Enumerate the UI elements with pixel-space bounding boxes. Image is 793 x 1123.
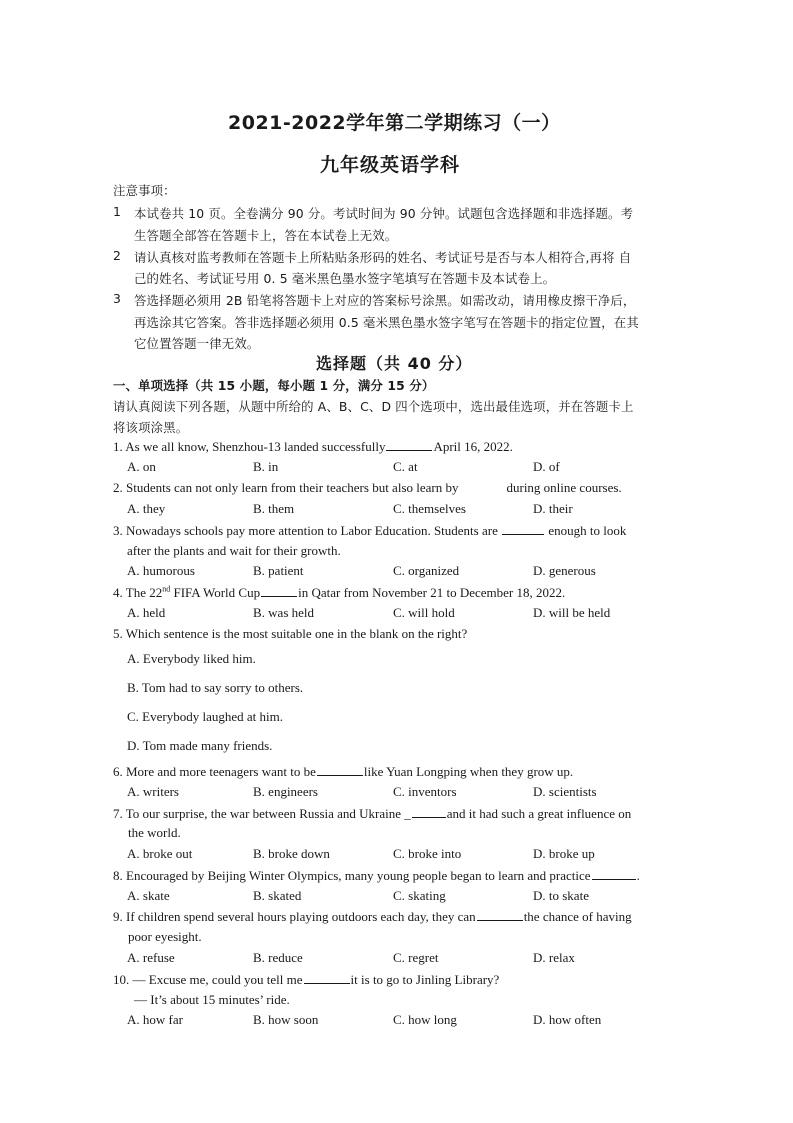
answer-blank bbox=[477, 908, 523, 921]
note-number-2: 2 bbox=[113, 248, 122, 263]
q4-option-a: A. held bbox=[127, 605, 166, 620]
question-9-stem: 9. If children spend several hours playing outdoors each day, they can bbox=[113, 909, 476, 924]
q10-option-a: A. how far bbox=[127, 1012, 183, 1027]
note-number-3: 3 bbox=[113, 291, 122, 306]
section-title: 选择题（共 40 分） bbox=[316, 354, 473, 373]
q2-option-b: B. them bbox=[253, 501, 295, 516]
question-7-line-2: the world. bbox=[128, 825, 181, 840]
question-8-stem-end: . bbox=[636, 868, 640, 883]
q9-option-d: D. relax bbox=[533, 950, 575, 965]
q1-option-c: C. at bbox=[393, 459, 418, 474]
question-10 bbox=[113, 971, 499, 988]
q1-option-b: B. in bbox=[253, 459, 279, 474]
question-2 bbox=[113, 480, 622, 496]
q6-option-c: C. inventors bbox=[393, 784, 457, 799]
question-9 bbox=[113, 908, 632, 925]
question-6-stem-end: like Yuan Longping when they grow up. bbox=[363, 764, 574, 779]
q5-option-a: A. Everybody liked him. bbox=[127, 651, 256, 666]
page-subtitle: 九年级英语学科 bbox=[320, 154, 461, 176]
question-3-stem-end: enough to look bbox=[545, 523, 627, 538]
q8-option-d: D. to skate bbox=[533, 888, 589, 903]
note-1-line-2: 生答题全部答在答题卡上，答在本试卷上无效。 bbox=[134, 228, 398, 243]
note-3-line-1: 答选择题必须用 2B 铅笔将答题卡上对应的答案标号涂黑。如需改动，请用橡皮擦干净后， bbox=[134, 293, 636, 308]
q2-option-d: D. their bbox=[533, 501, 573, 516]
q5-option-c: C. Everybody laughed at him. bbox=[127, 709, 283, 724]
q3-option-b: B. patient bbox=[253, 563, 304, 578]
q8-option-a: A. skate bbox=[127, 888, 170, 903]
answer-blank bbox=[412, 805, 446, 818]
q6-option-d: D. scientists bbox=[533, 784, 597, 799]
q9-option-a: A. refuse bbox=[127, 950, 175, 965]
q6-option-b: B. engineers bbox=[253, 784, 318, 799]
q3-option-a: A. humorous bbox=[127, 563, 195, 578]
question-6-stem: 6. More and more teenagers want to be bbox=[113, 764, 316, 779]
q4-option-c: C. will hold bbox=[393, 605, 455, 620]
q1-option-a: A. on bbox=[127, 459, 156, 474]
question-1-stem: 1. As we all know, Shenzhou-13 landed successfully bbox=[113, 439, 386, 454]
q5-option-b: B. Tom had to say sorry to others. bbox=[127, 680, 304, 695]
answer-blank bbox=[386, 438, 432, 451]
q10-option-b: B. how soon bbox=[253, 1012, 319, 1027]
q10-option-c: C. how long bbox=[393, 1012, 457, 1027]
instruction-line-2: 将该项涂黑。 bbox=[113, 420, 189, 435]
question-4 bbox=[113, 584, 565, 601]
q4-option-d: D. will be held bbox=[533, 605, 611, 620]
q7-option-a: A. broke out bbox=[127, 846, 193, 861]
q4-option-b: B. was held bbox=[253, 605, 315, 620]
question-8 bbox=[113, 867, 640, 884]
q1-option-d: D. of bbox=[533, 459, 560, 474]
question-9-line-2: poor eyesight. bbox=[128, 929, 202, 944]
question-8-stem: 8. Encouraged by Beijing Winter Olympics, many young people began to learn and practice bbox=[113, 868, 591, 883]
part-heading: 一、单项选择（共 15 小题，每小题 1 分，满分 15 分） bbox=[113, 378, 435, 393]
page-title: 2021-2022学年第二学期练习（一） bbox=[228, 112, 561, 134]
question-7-stem: 7. To our surprise, the war between Russia and Ukraine _ bbox=[113, 806, 411, 821]
answer-blank bbox=[261, 584, 297, 597]
q2-option-a: A. they bbox=[127, 501, 166, 516]
note-1-line-1: 本试卷共 10 页。全卷满分 90 分。考试时间为 90 分钟。试题包含选择题和非选择题。考 bbox=[134, 206, 634, 221]
question-4-stem-mid: FIFA World Cup bbox=[170, 585, 261, 600]
q7-option-b: B. broke down bbox=[253, 846, 330, 861]
question-10-stem-end: it is to go to Jinling Library? bbox=[350, 972, 500, 987]
q2-option-c: C. themselves bbox=[393, 501, 466, 516]
question-2-stem: 2. Students can not only learn from their teachers but also learn by bbox=[113, 480, 459, 495]
note-number-1: 1 bbox=[113, 204, 122, 219]
q6-option-a: A. writers bbox=[127, 784, 179, 799]
q7-option-d: D. broke up bbox=[533, 846, 595, 861]
q9-option-c: C. regret bbox=[393, 950, 439, 965]
answer-blank bbox=[502, 522, 544, 535]
question-3 bbox=[113, 522, 626, 539]
note-3-line-3: 它位置答题一律无效。 bbox=[134, 336, 260, 351]
q5-option-d: D. Tom made many friends. bbox=[127, 738, 273, 753]
question-3-stem: 3. Nowadays schools pay more attention to Labor Education. Students are bbox=[113, 523, 502, 538]
q3-option-c: C. organized bbox=[393, 563, 460, 578]
q10-option-d: D. how often bbox=[533, 1012, 602, 1027]
note-3-line-2: 再选涂其它答案。答非选择题必须用 0.5 毫米黑色墨水签字笔写在答题卡的指定位置，在其 bbox=[134, 315, 639, 330]
q3-option-d: D. generous bbox=[533, 563, 596, 578]
question-1 bbox=[113, 438, 513, 455]
q9-option-b: B. reduce bbox=[253, 950, 303, 965]
notes-heading: 注意事项： bbox=[113, 183, 176, 198]
answer-blank bbox=[304, 971, 350, 984]
q7-option-c: C. broke into bbox=[393, 846, 462, 861]
note-2-line-1: 请认真核对监考教师在答题卡上所粘贴条形码的姓名、考试证号是否与本人相符合,再将 自 bbox=[134, 250, 632, 265]
ordinal-suffix: nd bbox=[162, 584, 171, 594]
question-6 bbox=[113, 763, 573, 780]
question-5-stem: 5. Which sentence is the most suitable one in the blank on the right? bbox=[113, 626, 468, 641]
question-10-stem: 10. — Excuse me, could you tell me bbox=[113, 972, 303, 987]
q8-option-c: C. skating bbox=[393, 888, 446, 903]
instruction-line-1: 请认真阅读下列各题，从题中所给的 A、B、C、D 四个选项中，选出最佳选项，并在答题卡上 bbox=[113, 399, 634, 414]
question-3-line-2: after the plants and wait for their growth. bbox=[127, 543, 341, 558]
question-1-stem-end: April 16, 2022. bbox=[433, 439, 513, 454]
question-2-stem-end: during online courses. bbox=[506, 480, 622, 495]
question-4-stem-end: in Qatar from November 21 to December 18, 2022. bbox=[298, 585, 566, 600]
answer-blank bbox=[317, 763, 363, 776]
question-10-line-2: — It’s about 15 minutes’ ride. bbox=[134, 992, 290, 1007]
q8-option-b: B. skated bbox=[253, 888, 302, 903]
answer-blank bbox=[592, 867, 636, 880]
question-7-stem-end: and it had such a great influence on bbox=[446, 806, 632, 821]
note-2-line-2: 己的姓名、考试证号用 0. 5 毫米黑色墨水签字笔填写在答题卡及本试卷上。 bbox=[134, 271, 556, 286]
question-4-stem: 4. The 22 bbox=[113, 585, 163, 600]
question-7 bbox=[113, 805, 631, 822]
question-9-stem-end: the chance of having bbox=[523, 909, 632, 924]
